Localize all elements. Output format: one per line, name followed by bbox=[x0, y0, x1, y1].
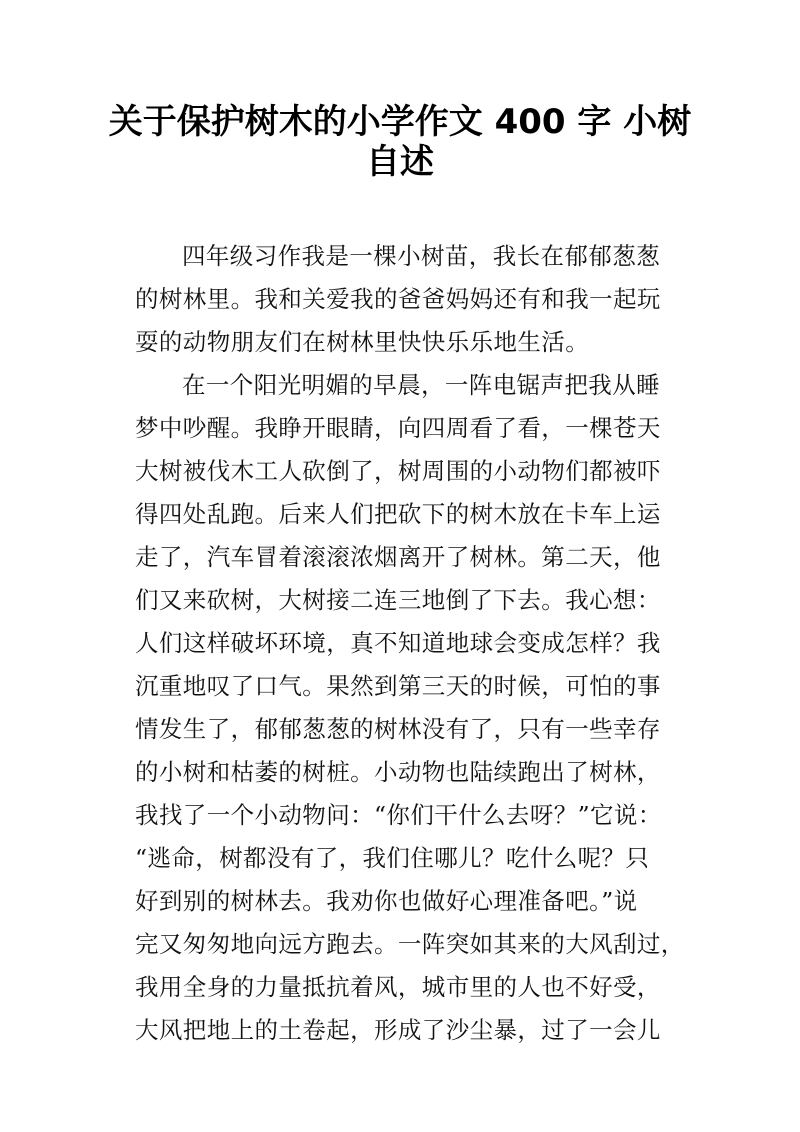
paragraph-line: 四年级习作我是一棵小树苗，我长在郁郁葱葱 bbox=[182, 242, 660, 270]
paragraph-line: 人们这样破坏环境，真不知道地球会变成怎样？我 bbox=[135, 629, 661, 657]
paragraph-line: “逃命，树都没有了，我们住哪儿？吃什么呢？只 bbox=[135, 844, 650, 872]
paragraph-line: 的小树和枯萎的树桩。小动物也陆续跑出了树林， bbox=[135, 758, 661, 786]
paragraph-line: 的树林里。我和关爱我的爸爸妈妈还有和我一起玩 bbox=[135, 285, 661, 313]
paragraph-line: 完又匆匆地向远方跑去。一阵突如其来的大风刮过， bbox=[135, 930, 685, 958]
paragraph-line: 大树被伐木工人砍倒了，树周围的小动物们都被吓 bbox=[135, 457, 661, 485]
paragraph-line: 我用全身的力量抵抗着风，城市里的人也不好受， bbox=[135, 973, 661, 1001]
paragraph-line: 耍的动物朋友们在树林里快快乐乐地生活。 bbox=[135, 328, 590, 356]
paragraph-line: 在一个阳光明媚的早晨，一阵电锯声把我从睡 bbox=[182, 371, 660, 399]
paragraph-line: 们又来砍树，大树接二连三地倒了下去。我心想： bbox=[135, 586, 661, 614]
paragraph-line: 我找了一个小动物问：“你们干什么去呀？”它说： bbox=[135, 801, 662, 829]
document-title-line-2: 自述 bbox=[366, 142, 434, 182]
paragraph-line: 沉重地叹了口气。果然到第三天的时候，可怕的事 bbox=[135, 672, 661, 700]
document-title-line-1: 关于保护树木的小学作文 400 字 小树 bbox=[108, 102, 692, 142]
paragraph-line: 大风把地上的土卷起，形成了沙尘暴，过了一会儿 bbox=[135, 1016, 661, 1044]
paragraph-line: 走了，汽车冒着滚滚浓烟离开了树林。第二天，他 bbox=[135, 543, 661, 571]
paragraph-line: 梦中吵醒。我睁开眼睛，向四周看了看，一棵苍天 bbox=[135, 414, 661, 442]
paragraph-line: 好到别的树林去。我劝你也做好心理准备吧。”说 bbox=[135, 887, 638, 915]
paragraph-line: 情发生了，郁郁葱葱的树林没有了，只有一些幸存 bbox=[135, 715, 661, 743]
paragraph-line: 得四处乱跑。后来人们把砍下的树木放在卡车上运 bbox=[135, 500, 661, 528]
